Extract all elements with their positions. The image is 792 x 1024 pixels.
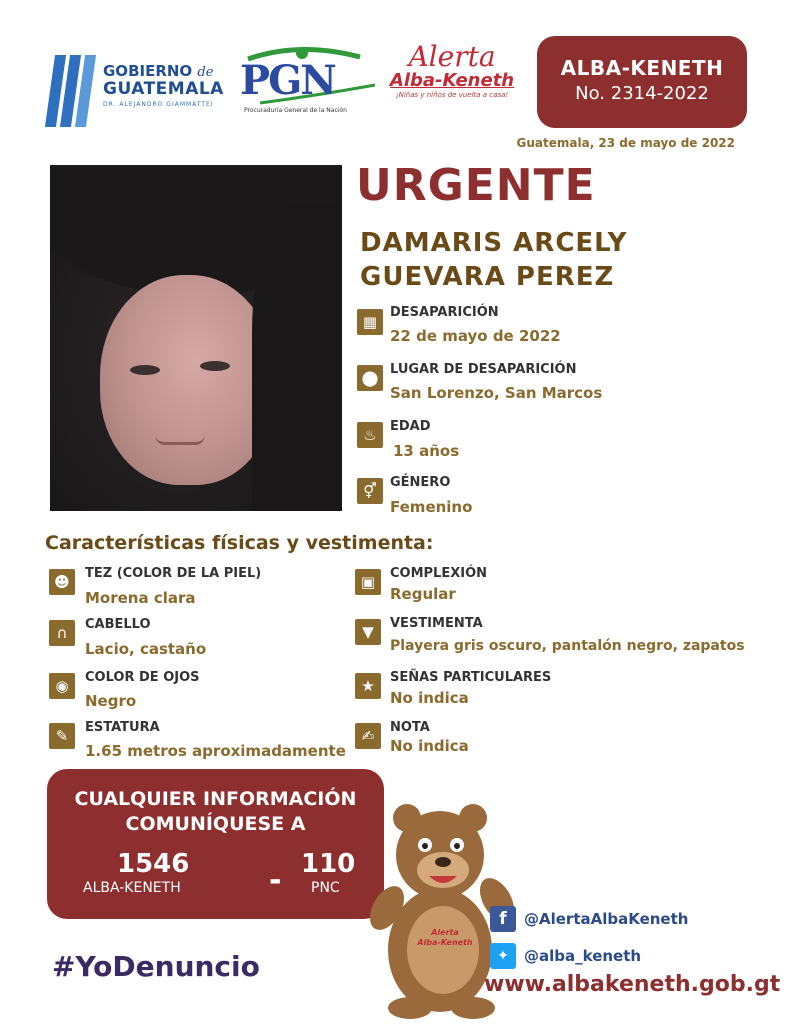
disappearance-place-label: LUGAR DE DESAPARICIÓN <box>390 362 577 377</box>
disappearance-place-value: San Lorenzo, San Marcos <box>390 384 603 402</box>
distinguishing-marks-value: No indica <box>390 689 469 707</box>
facebook-icon[interactable]: f <box>490 906 516 932</box>
case-title: ALBA-KENETH <box>560 56 724 80</box>
gender-label: GÉNERO <box>390 475 451 490</box>
eye-color-label: COLOR DE OJOS <box>85 670 200 685</box>
hashtag: #YoDenuncio <box>52 950 260 983</box>
case-number: No. 2314-2022 <box>575 83 709 104</box>
location-pin-icon: ⬤ <box>357 365 383 391</box>
government-wordmark: GOBIERNO de GUATEMALA DR. ALEJANDRO GIAMMATTEI <box>103 62 224 108</box>
contact-heading: CUALQUIER INFORMACIÓN COMUNÍQUESE A <box>74 788 357 835</box>
characteristics-heading: Características físicas y vestimenta: <box>45 532 434 554</box>
disappearance-date-label: DESAPARICIÓN <box>390 305 499 320</box>
age-label: EDAD <box>390 419 431 434</box>
clothing-label: VESTIMENTA <box>390 616 483 631</box>
hair-value: Lacio, castaño <box>85 640 207 658</box>
publication-date: Guatemala, 23 de mayo de 2022 <box>516 136 735 150</box>
person-name: DAMARIS ARCELY GUEVARA PEREZ <box>360 228 628 292</box>
build-label: COMPLEXIÓN <box>390 566 488 581</box>
clothing-value: Playera gris oscuro, pantalón negro, zapatos <box>390 638 745 654</box>
gender-value: Femenino <box>390 498 473 516</box>
head-profile-icon: ☻ <box>49 569 75 595</box>
hair-label: CABELLO <box>85 617 151 632</box>
alba-keneth-phone: 1546 <box>117 849 190 879</box>
calendar-icon: ▦ <box>357 309 383 335</box>
build-value: Regular <box>390 585 456 603</box>
note-label: NOTA <box>390 720 430 735</box>
cake-icon: ♨ <box>357 422 383 448</box>
hair-icon: ∩ <box>49 620 75 646</box>
case-number-badge <box>537 36 747 128</box>
pgn-logo <box>240 45 380 115</box>
alba-keneth-phone-label: ALBA-KENETH <box>83 880 181 896</box>
bear-badge: Alerta Alba-Keneth <box>417 928 473 947</box>
note-value: No indica <box>390 737 469 755</box>
height-value: 1.65 metros aproximadamente <box>85 742 346 760</box>
guatemala-government-logo <box>50 55 92 127</box>
distinguishing-marks-label: SEÑAS PARTICULARES <box>390 670 552 685</box>
pgn-letters: PGN <box>240 57 335 104</box>
eye-color-value: Negro <box>85 692 137 710</box>
contact-box <box>47 769 384 919</box>
twitter-handle[interactable]: @alba_keneth <box>524 947 642 965</box>
height-label: ESTATURA <box>85 720 160 735</box>
urgent-heading: URGENTE <box>356 160 596 211</box>
star-icon: ★ <box>355 673 381 699</box>
alerta-alba-keneth-logo: Alerta Alba-Keneth ¡Niñas y niños de vuelta a casa! <box>389 40 515 99</box>
skin-color-label: TEZ (COLOR DE LA PIEL) <box>85 566 262 581</box>
shirt-icon: ▼ <box>355 619 381 645</box>
pnc-phone: 110 <box>301 849 356 879</box>
missing-person-photo <box>50 165 342 511</box>
phone-separator: - <box>269 863 282 898</box>
pnc-phone-label: PNC <box>311 880 340 896</box>
twitter-icon[interactable]: ✦ <box>490 943 516 969</box>
ruler-icon: ✎ <box>49 723 75 749</box>
facebook-handle[interactable]: @AlertaAlbaKeneth <box>524 910 689 928</box>
age-value: 13 años <box>393 442 460 460</box>
website-link[interactable]: www.albakeneth.gob.gt <box>484 972 781 997</box>
scale-icon: ▣ <box>355 569 381 595</box>
pgn-subtitle: Procuraduría General de la Nación <box>244 107 347 114</box>
skin-color-value: Morena clara <box>85 589 196 607</box>
gender-icon: ⚥ <box>357 478 383 504</box>
note-edit-icon: ✍ <box>355 723 381 749</box>
eye-icon: ◉ <box>49 673 75 699</box>
disappearance-date-value: 22 de mayo de 2022 <box>390 327 561 345</box>
